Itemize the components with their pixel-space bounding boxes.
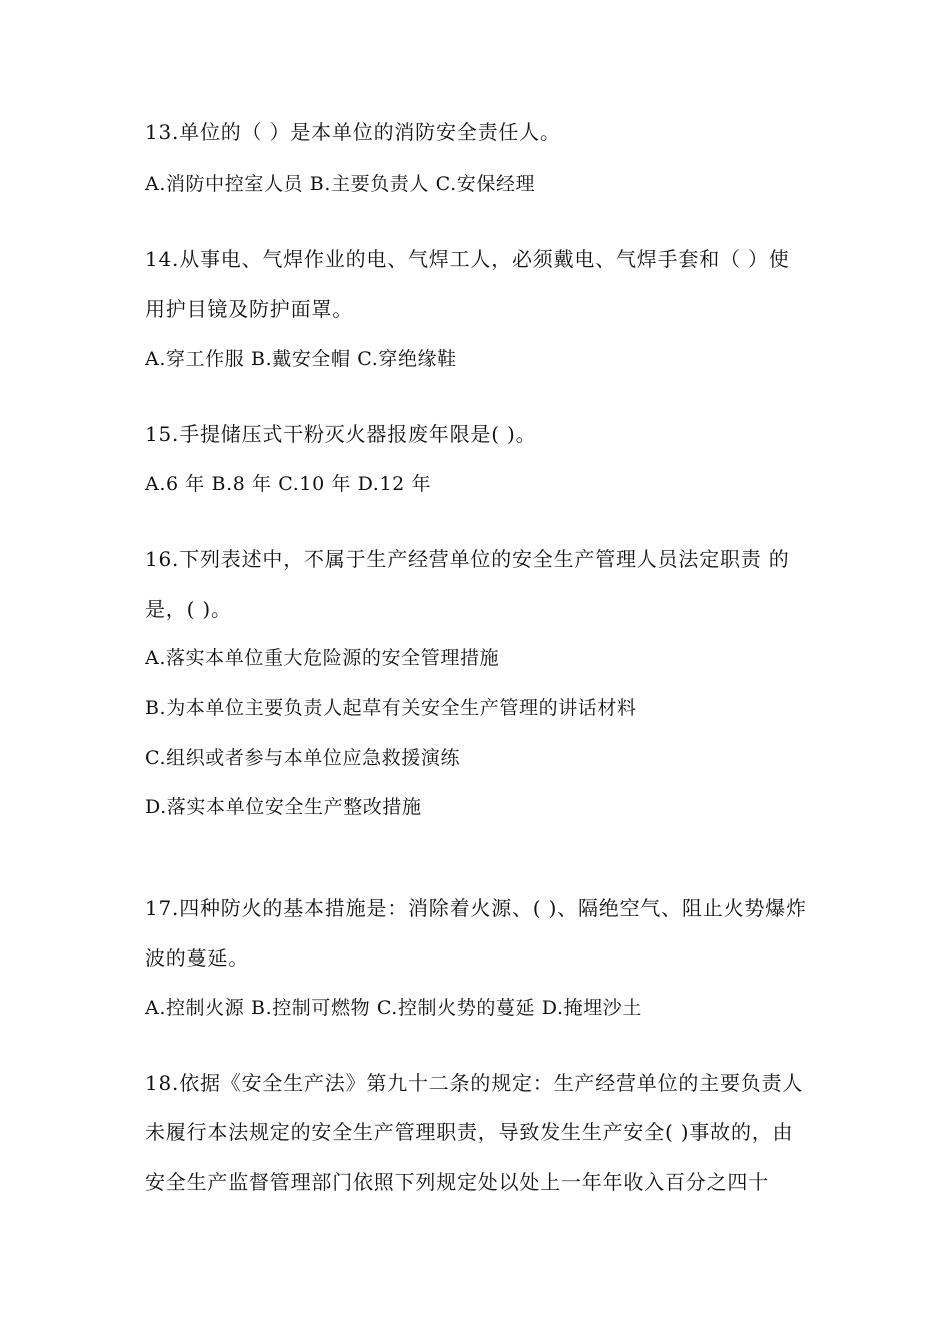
question-18-text-line-3: 安全生产监督管理部门依照下列规定处以处上一年年收入百分之四十 <box>145 1170 769 1194</box>
question-17-options: A.控制火源 B.控制可燃物 C.控制火势的蔓延 D.掩埋沙土 <box>145 997 642 1019</box>
question-16-text-line-1: 16.下列表述中，不属于生产经营单位的安全生产管理人员法定职责 的 <box>145 547 790 571</box>
question-16-option-c: C.组织或者参与本单位应急救援演练 <box>145 747 461 769</box>
question-14-text-line-2: 用护目镜及防护面罩。 <box>145 297 353 321</box>
question-16-option-b: B.为本单位主要负责人起草有关安全生产管理的讲话材料 <box>145 697 637 719</box>
question-14-text-line-1: 14.从事电、气焊作业的电、气焊工人，必须戴电、气焊手套和（ ）使 <box>145 247 790 271</box>
question-17-text-line-2: 波的蔓延。 <box>145 946 249 970</box>
question-14-options: A.穿工作服 B.戴安全帽 C.穿绝缘鞋 <box>145 348 457 370</box>
question-18-text-line-2: 未履行本法规定的安全生产管理职责，导致发生生产安全( )事故的，由 <box>145 1120 794 1144</box>
question-15-text: 15.手提储压式干粉灭火器报废年限是( )。 <box>145 422 537 446</box>
question-18-text-line-1: 18.依据《安全生产法》第九十二条的规定：生产经营单位的主要负责人 <box>145 1071 804 1095</box>
question-16-text-line-2: 是，( )。 <box>145 597 232 621</box>
question-13-options: A.消防中控室人员 B.主要负责人 C.安保经理 <box>145 173 536 195</box>
question-17-text-line-1: 17.四种防火的基本措施是：消除着火源、( )、隔绝空气、阻止火势爆炸 <box>145 896 807 920</box>
question-13-text: 13.单位的（ ）是本单位的消防安全责任人。 <box>145 120 561 144</box>
question-16-option-a: A.落实本单位重大危险源的安全管理措施 <box>145 647 500 669</box>
question-16-option-d: D.落实本单位安全生产整改措施 <box>145 796 422 818</box>
question-15-options: A.6 年 B.8 年 C.10 年 D.12 年 <box>145 473 432 495</box>
